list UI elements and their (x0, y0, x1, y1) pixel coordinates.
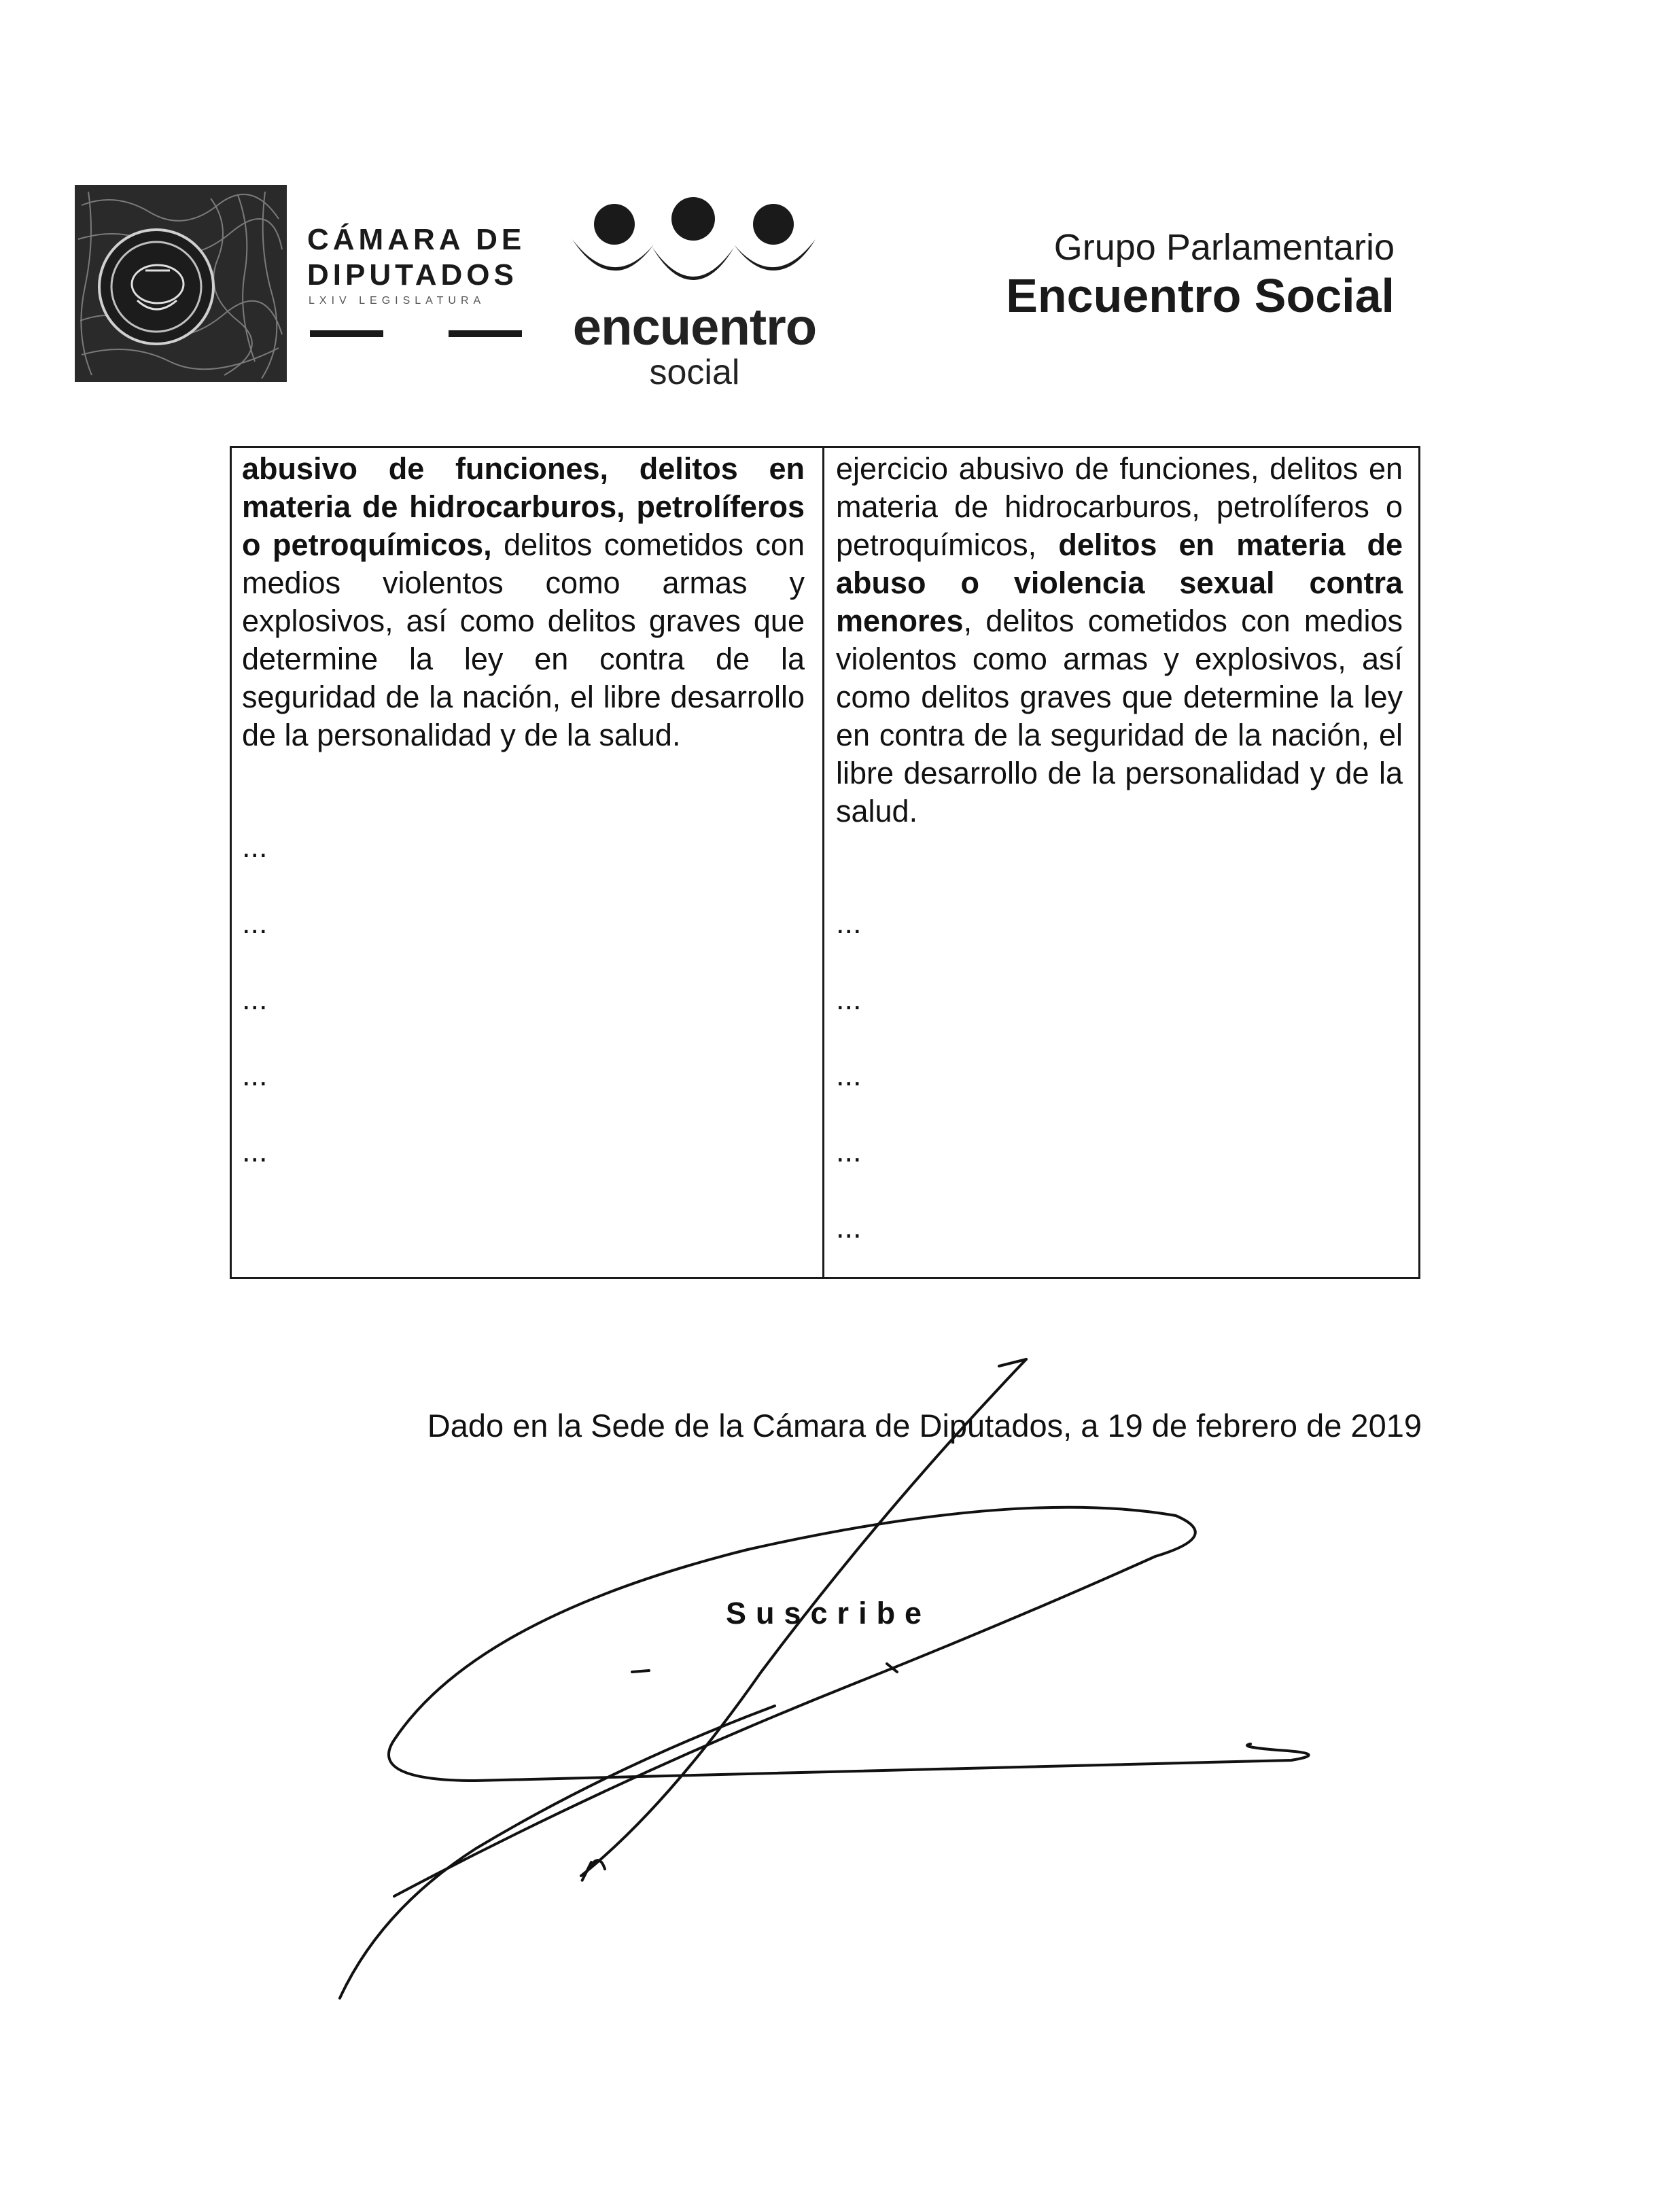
header-rule-left (310, 330, 383, 337)
ellipsis: ... (242, 981, 268, 1016)
party-logo-sub: social (649, 353, 740, 392)
ellipsis: ... (836, 981, 862, 1016)
party-logo-word: encuentro (572, 298, 817, 356)
group-name: Encuentro Social (1006, 269, 1395, 322)
ellipsis: ... (242, 1134, 268, 1168)
date-line: Dado en la Sede de la Cámara de Diputados, a 19 de febrero de 2019 (427, 1408, 1422, 1444)
institution-subtitle: LXIV LEGISLATURA (309, 295, 486, 307)
chamber-of-deputies-seal-icon (75, 185, 287, 382)
subscribe-label: Suscribe (726, 1596, 932, 1630)
group-label: Grupo Parlamentario (1053, 227, 1395, 268)
institution-name-line1: CÁMARA DE (307, 223, 526, 256)
current-text-bold: abusivo de funciones, delitos en materia de hidrocarburos, petrolíferos o petroquímicos, (242, 451, 805, 562)
proposed-text-body-1: ejercicio abusivo de funciones, delitos en materia de hidrocarburos, petrolíferos o petroquímicos, (836, 451, 1403, 562)
ellipsis: ... (242, 905, 268, 940)
table-cell-current-text (242, 450, 805, 754)
ellipsis: ... (242, 1058, 268, 1092)
handwritten-signature (0, 1332, 1680, 2012)
ellipsis: ... (836, 1058, 862, 1092)
header-rule-right (449, 330, 522, 337)
proposed-text-bold: delitos en materia de abuso o violencia sexual contra menores (836, 527, 1403, 638)
ellipsis: ... (836, 905, 862, 940)
ellipsis: ... (836, 1210, 862, 1244)
proposed-text-body-2: , delitos cometidos con medios violentos como armas y explosivos, así como delitos graves que determine la ley en contra de la seguridad de la nación, el libre desarrollo de la personalidad y de la salud. (836, 604, 1403, 828)
table-column-divider (822, 446, 824, 1279)
ellipsis: ... (242, 829, 268, 864)
institution-name-line2: DIPUTADOS (307, 258, 518, 292)
current-text-body: delitos cometidos con medios violentos como armas y explosivos, así como delitos graves que determine la ley en contra de la seguridad de la nación, el libre desarrollo de la personalidad y de la salud. (242, 527, 805, 752)
table-cell-proposed-text (836, 450, 1403, 831)
ellipsis: ... (836, 1134, 862, 1168)
